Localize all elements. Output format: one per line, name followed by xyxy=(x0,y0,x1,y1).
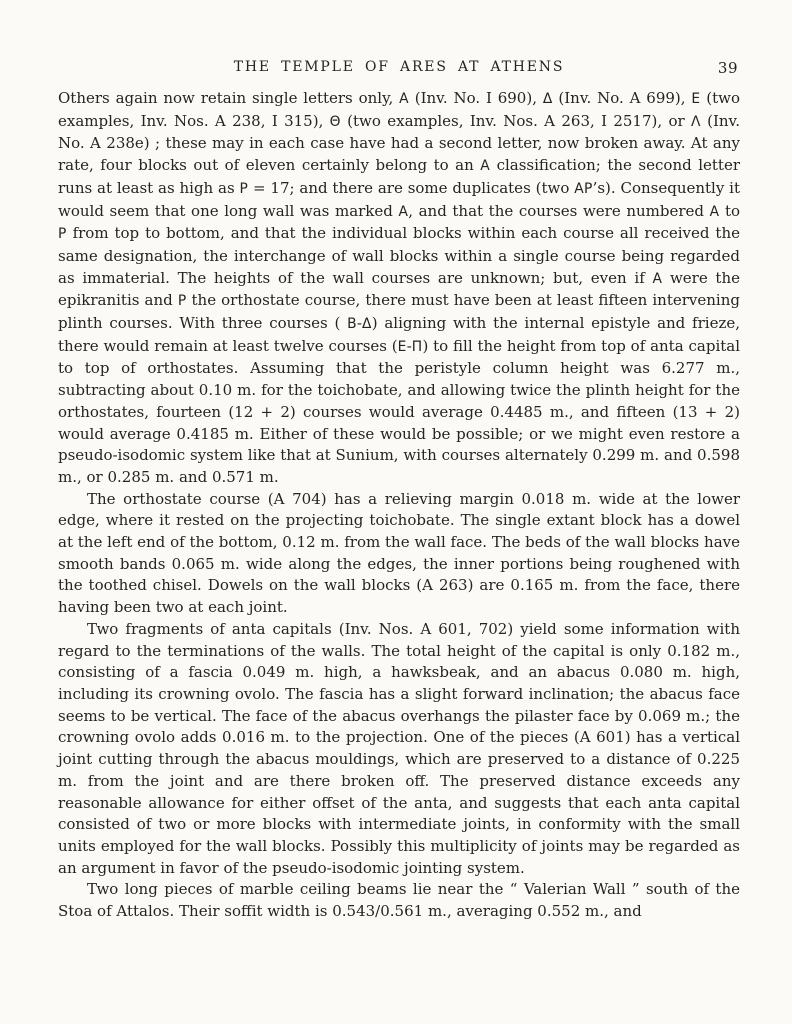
epigraphic-letter: Ε xyxy=(397,338,407,355)
epigraphic-letter: Δ xyxy=(542,91,553,107)
epigraphic-letter: Θ xyxy=(329,113,341,130)
epigraphic-letter: Λ xyxy=(691,113,701,130)
epigraphic-letter: Α xyxy=(399,91,409,107)
page-title: THE TEMPLE OF ARES AT ATHENS xyxy=(233,59,565,75)
page-body xyxy=(58,88,740,923)
epigraphic-letter: Α xyxy=(398,203,409,220)
epigraphic-letter: Ρ xyxy=(58,226,67,243)
epigraphic-letter: Α xyxy=(480,158,491,175)
epigraphic-letter: Π xyxy=(411,338,423,355)
epigraphic-letter: Ρ xyxy=(583,180,593,197)
epigraphic-letter: Ρ xyxy=(239,180,249,197)
epigraphic-letter: Β xyxy=(347,316,357,333)
epigraphic-letter: Α xyxy=(652,270,663,287)
paragraph: Others again now retain single letters only, Α (Inv. No. I 690), Δ (Inv. No. A 699), Ε (two examples, Inv. Nos. A 238, I 315), Θ (two examples, Inv. Nos. A 263, I 2517), or Λ (Inv. No. A 238e) ; these may in each case have had a second letter, now broken away. At any rate, four blocks out of eleven certainly belong to an Α classification; the second letter runs at least as high as Ρ = 17; and there are some duplicates (two ΑΡ’s). Consequently it would seem that one long wall was marked Α, and that the courses were numbered Α to Ρ from top to bottom, and that the individual blocks within each course all received the same designation, the interchange of wall blocks within a single course being regarded as immaterial. The heights of the wall courses are unknown; but, even if Α were the epikranitis and Ρ the orthostate course, there must have been at least fifteen intervening plinth courses. With three courses ( Β-Δ) aligning with the internal epistyle and frieze, there would remain at least twelve courses (Ε-Π) to fill the height from top of anta capital to top of orthostates. Assuming that the peristyle column height was 6.277 m., subtracting about 0.10 m. for the toichobate, and allowing twice the plinth height for the orthostates, fourteen (12 + 2) courses would average 0.4485 m., and fifteen (13 + 2) would average 0.4185 m. Either of these would be possible; or we might even restore a pseudo-isodomic system like that at Sunium, with courses alternately 0.299 m. and 0.598 m., or 0.285 m. and 0.571 m. xyxy=(58,89,741,486)
epigraphic-letter: Α xyxy=(574,180,584,197)
paragraph: Two long pieces of marble ceiling beams lie near the “ Valerian Wall ” south of the Stoa of Attalos. Their soffit width is 0.543/0.561 m., averaging 0.552 m., and xyxy=(58,880,740,921)
running-head xyxy=(58,59,740,75)
epigraphic-letter: Ρ xyxy=(177,293,187,310)
paragraph: The orthostate course (A 704) has a relieving margin 0.018 m. wide at the lower edge, where it rested on the projecting toichobate. The single extant block has a dowel at the left end of the bottom, 0.12 m. from the wall face. The beds of the wall blocks have smooth bands 0.065 m. wide along the edges, the inner portions being roughened with the toothed chisel. Dowels on the wall blocks (A 263) are 0.165 m. from the face, there having been two at each joint. xyxy=(58,489,740,617)
epigraphic-letter: Δ xyxy=(361,316,372,333)
page-number: 39 xyxy=(717,59,738,77)
epigraphic-letter: Α xyxy=(709,203,720,220)
paragraph: Two fragments of anta capitals (Inv. Nos. A 601, 702) yield some information with regard to the terminations of the walls. The total height of the capital is only 0.182 m., consisting of a fascia 0.049 m. high, a hawksbeak, and an abacus 0.080 m. high, including its crowning ovolo. The fascia has a slight forward inclination; the abacus face seems to be vertical. The face of the abacus overhangs the pilaster face by 0.069 m.; the crowning ovolo adds 0.016 m. to the projection. One of the pieces (A 601) has a vertical joint cutting through the abacus mouldings, which are preserved to a distance of 0.225 m. from the joint and are there broken off. The preserved distance exceeds any reasonable allowance for either offset of the anta, and suggests that each anta capital consisted of two or more blocks with intermediate joints, in conformity with the small units employed for the wall blocks. Possibly this multiplicity of joints may be regarded as an argument in favor of the pseudo-isodomic jointing system. xyxy=(58,619,740,877)
epigraphic-letter: Ε xyxy=(691,91,701,107)
